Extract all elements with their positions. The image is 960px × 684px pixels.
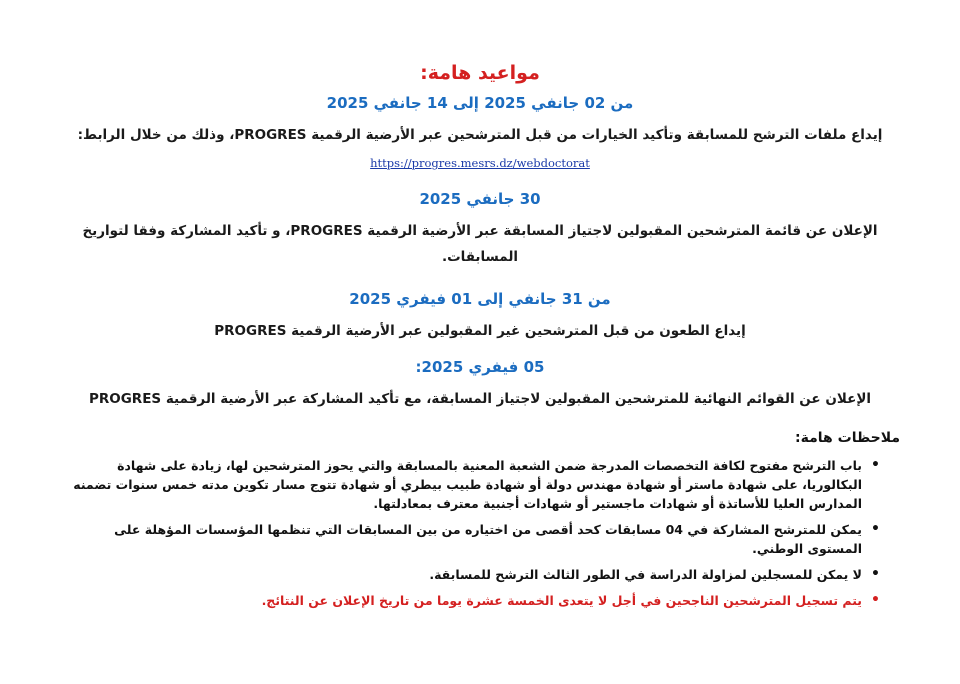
section-2-text-line2: المسابقات. bbox=[441, 249, 519, 265]
note-item: • يمكن للمترشح المشاركة في 04 مسابقات كحد أقصى من اختياره من بين المسابقات التي تنظمها المؤسسات المؤهلة على المستوى الوطني. bbox=[60, 520, 880, 558]
note-item: • باب الترشح مفتوح لكافة التخصصات المدرجة ضمن الشعبة المعنية بالمسابقة والتي يحوز المترشحين لها، زيادة على شهادة البكالوريا، على شهادة ماستر أو شهادة مهندس دولة أو شهادة طبيب بيطري أو شهادة تتوج مسار تكوين مدته خمس سنوات تضمنه المدارس العليا للأساتذة أو شهادات ماجستير أو شهادات أجنبية معترف بمعادلتها. bbox=[60, 456, 880, 513]
note-item-highlight: • يتم تسجيل المترشحين الناجحين في أجل لا يتعدى الخمسة عشرة يوما من تاريخ الإعلان عن النتائج. bbox=[60, 591, 880, 610]
notes-title: ملاحظات هامة: bbox=[795, 430, 900, 446]
date-range-3: من 31 جانفي إلى 01 فيفري 2025 bbox=[349, 290, 611, 308]
webdoctorat-link[interactable]: https://progres.mesrs.dz/webdoctorat bbox=[370, 156, 590, 170]
date-range-1: من 02 جانفي 2025 إلى 14 جانفي 2025 bbox=[326, 94, 634, 112]
link-row bbox=[40, 152, 920, 171]
section-3-text: إيداع الطعون من قبل المترشحين غير المقبولين عبر الأرضية الرقمية PROGRES bbox=[214, 323, 746, 339]
date-2: 30 جانفي 2025 bbox=[419, 190, 541, 208]
notes-list bbox=[60, 456, 880, 617]
section-4-text: الإعلان عن القوائم النهائية للمترشحين المقبولين لاجتياز المسابقة، مع تأكيد المشاركة عبر الأرضية الرقمية PROGRES bbox=[88, 391, 872, 407]
note-item: • لا يمكن للمسجلين لمزاولة الدراسة في الطور الثالث الترشح للمسابقة. bbox=[60, 565, 880, 584]
page-title: مواعيد هامة: bbox=[420, 62, 540, 84]
section-1-text: إيداع ملفات الترشح للمسابقة وتأكيد الخيارات من قبل المترشحين عبر الأرضية الرقمية PROGRES، وذلك من خلال الرابط: bbox=[77, 127, 883, 143]
date-4: 05 فيفري 2025: bbox=[415, 358, 545, 376]
section-2-text-line1: الإعلان عن قائمة المترشحين المقبولين لاجتياز المسابقة عبر الأرضية الرقمية PROGRES، و تأكيد المشاركة وفقا لتواريخ bbox=[82, 223, 878, 239]
